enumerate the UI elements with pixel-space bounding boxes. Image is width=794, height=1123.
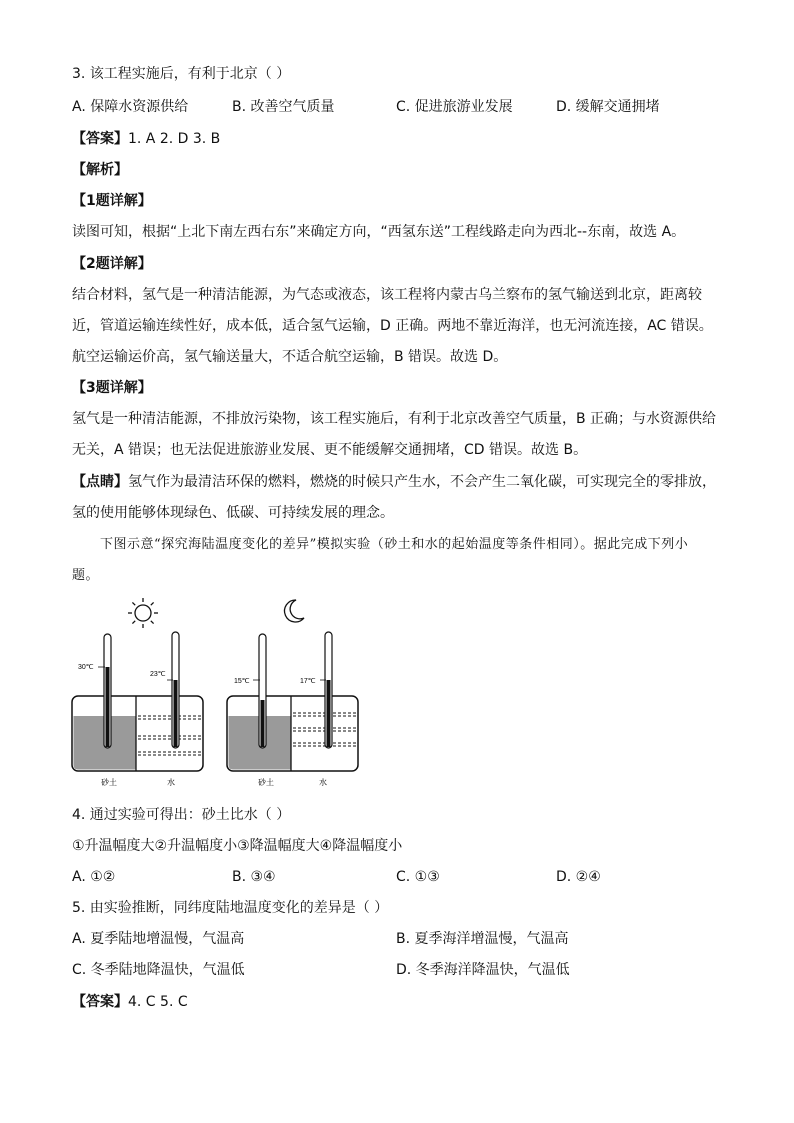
- q5-option-d: D. 冬季海洋降温快，气温低: [396, 962, 570, 978]
- detail-3-line: 氢气是一种清洁能源，不排放污染物，该工程实施后，有利于北京改善空气质量，B 正确；与水资源供给: [72, 411, 717, 427]
- answer-tag: 【答案】: [72, 994, 128, 1010]
- q3-option-a: A. 保障水资源供给: [72, 99, 189, 115]
- q3-option-b: B. 改善空气质量: [232, 99, 335, 115]
- answer-row-2: [72, 992, 188, 1012]
- detail-1-tag: 【1题详解】: [72, 193, 152, 209]
- day-panel: [72, 598, 203, 787]
- q3-option-c: C. 促进旅游业发展: [396, 99, 513, 115]
- experiment-figure: [60, 592, 360, 792]
- tip-tag: 【点睛】: [72, 474, 128, 490]
- intro-line: 题。: [72, 568, 100, 583]
- question-4-stem: 4. 通过实验可得出：砂土比水（ ）: [72, 807, 291, 823]
- detail-2-tag: 【2题详解】: [72, 256, 152, 272]
- q5-option-a: A. 夏季陆地增温慢，气温高: [72, 931, 245, 947]
- night-panel: [227, 600, 358, 787]
- question-4-statements: ①升温幅度大②升温幅度小③降温幅度大④降温幅度小: [72, 838, 403, 854]
- question-5-stem: 5. 由实验推断，同纬度陆地温度变化的差异是（ ）: [72, 900, 389, 916]
- answer-text: 1. A 2. D 3. B: [128, 131, 221, 147]
- answer-row-1: [72, 129, 220, 149]
- night-water-label: 水: [319, 778, 327, 787]
- moon-icon: [285, 600, 304, 622]
- detail-2-line: 近，管道运输连续性好，成本低，适合氢气运输，D 正确。两地不靠近海洋，也无河流连接，AC 错误。: [72, 318, 713, 334]
- day-sand-label: 砂土: [101, 778, 117, 787]
- day-water-temp: 23℃: [150, 671, 166, 678]
- detail-3-tag: 【3题详解】: [72, 380, 152, 396]
- day-sand-temp: 30℃: [78, 664, 94, 671]
- tip-line: 氢气作为最清洁环保的燃料，燃烧的时候只产生水，不会产生二氧化碳，可实现完全的零排放，: [128, 474, 716, 490]
- night-sand-temp: 15℃: [234, 678, 250, 685]
- tip-line: 氢的使用能够体现绿色、低碳、可持续发展的理念。: [72, 505, 394, 521]
- analysis-tag: 【解析】: [72, 162, 128, 178]
- q4-option-d: D. ②④: [556, 869, 601, 885]
- tip-row: [72, 472, 716, 492]
- sun-icon: [128, 598, 158, 628]
- night-sand-label: 砂土: [258, 778, 274, 787]
- detail-1-line: 读图可知，根据“上北下南左西右东”来确定方向，“西氢东送”工程线路走向为西北--东南，故选 A。: [72, 224, 686, 240]
- detail-3-line: 无关，A 错误；也无法促进旅游业发展、更不能缓解交通拥堵，CD 错误。故选 B。: [72, 442, 588, 458]
- q5-option-c: C. 冬季陆地降温快，气温低: [72, 962, 245, 978]
- question-3-stem: 3. 该工程实施后，有利于北京（ ）: [72, 66, 291, 82]
- q4-option-a: A. ①②: [72, 869, 116, 885]
- q4-option-b: B. ③④: [232, 869, 276, 885]
- q3-option-d: D. 缓解交通拥堵: [556, 99, 660, 115]
- detail-2-line: 航空运输运价高，氢气输送量大，不适合航空运输，B 错误。故选 D。: [72, 349, 508, 365]
- intro-line: 下图示意“探究海陆温度变化的差异”模拟实验（砂土和水的起始温度等条件相同）。据此完成下列小: [100, 537, 689, 552]
- day-water-label: 水: [167, 778, 175, 787]
- answer-text: 4. C 5. C: [128, 994, 188, 1010]
- detail-2-line: 结合材料，氢气是一种清洁能源，为气态或液态，该工程将内蒙古乌兰察布的氢气输送到北京，距离较: [72, 287, 702, 303]
- q4-option-c: C. ①③: [396, 869, 440, 885]
- q5-option-b: B. 夏季海洋增温慢，气温高: [396, 931, 569, 947]
- night-water-temp: 17℃: [300, 678, 316, 685]
- answer-tag: 【答案】: [72, 131, 128, 147]
